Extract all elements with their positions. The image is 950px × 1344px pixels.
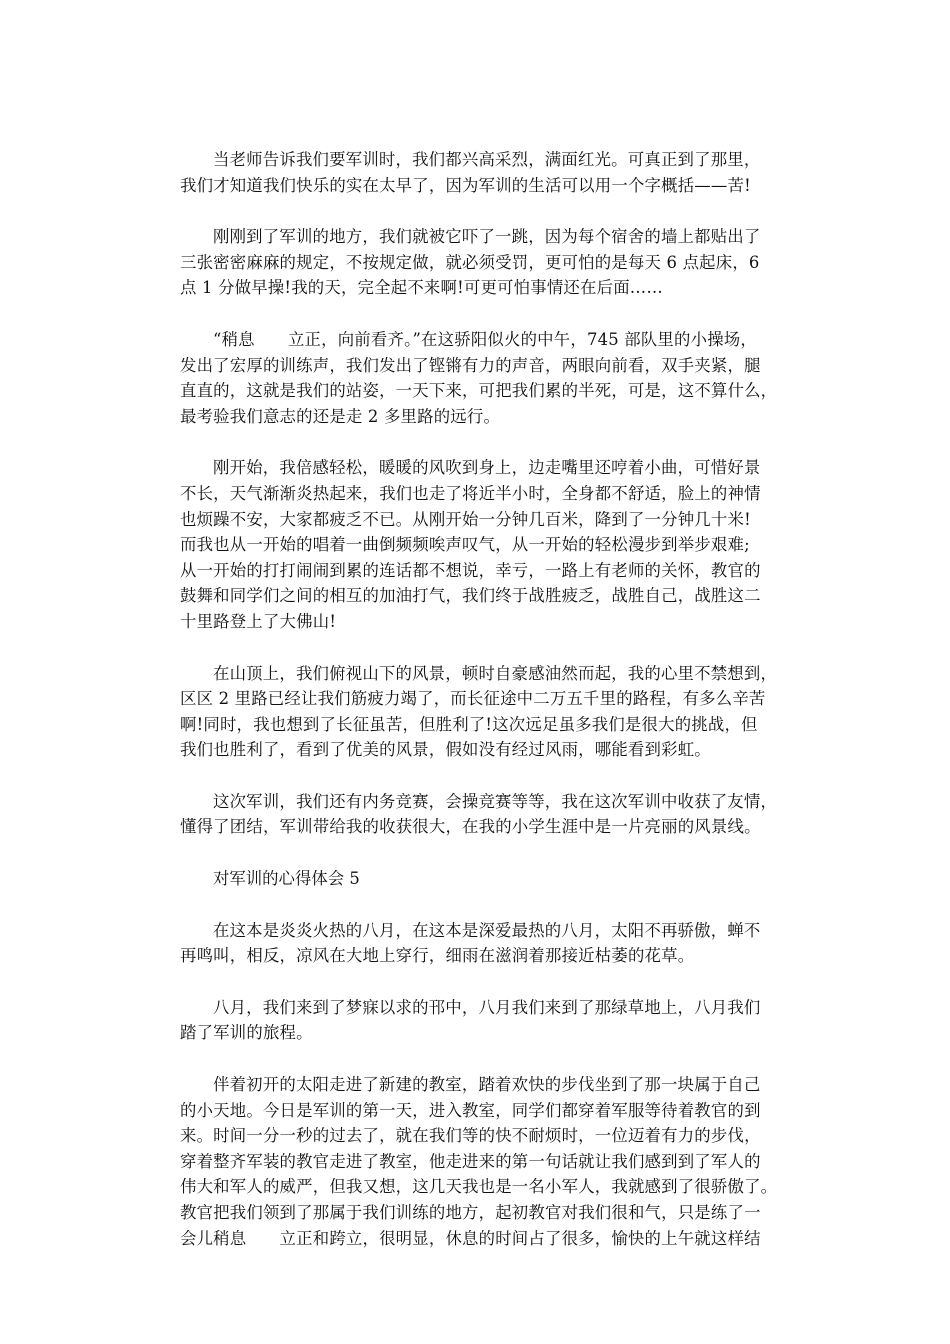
paragraph-7 <box>180 918 780 969</box>
text-line: 刚开始，我倍感轻松，暖暖的风吹到身上，边走嘴里还哼着小曲，可惜好景 <box>213 458 761 478</box>
text-line: 八月，我们来到了梦寐以求的邗中，八月我们来到了那绿草地上，八月我们 <box>213 997 761 1017</box>
paragraph-8 <box>180 995 780 1046</box>
text-line: 也烦躁不安，大家都疲乏不已。从刚开始一分钟几百米，降到了一分钟几十米! <box>180 509 751 529</box>
text-line: 当老师告诉我们要军训时，我们都兴高采烈，满面红光。可真正到了那里， <box>213 150 761 169</box>
section-heading: 对军训的心得体会 5 <box>213 869 360 889</box>
text-line: 鼓舞和同学们之间的相互的加油打气，我们终于战胜疲乏，战胜自己，战胜这二 <box>180 586 761 606</box>
text-line: 懂得了团结，军训带给我的收获很大，在我的小学生涯中是一片亮丽的风景线。 <box>180 817 761 837</box>
paragraph-1 <box>180 147 780 198</box>
text-line: 三张密密麻麻的规定，不按规定做，就必须受罚，更可怕的是每天 6 点起床，6 <box>180 252 760 272</box>
text-line: 来。时间一分一秒的过去了，就在我们等的快不耐烦时，一位迈着有力的步伐， <box>180 1126 761 1146</box>
paragraph-2 <box>180 224 780 301</box>
paragraph-9 <box>180 1072 780 1251</box>
text-line: 区区 2 里路已经让我们筋疲力竭了，而长征途中二万五千里的路程，有多么辛苦 <box>180 689 766 709</box>
text-line: 会儿稍息 立正和跨立，很明显，休息的时间占了很多，愉快的上午就这样结 <box>180 1228 761 1248</box>
text-line: 这次军训，我们还有内务竞赛，会操竞赛等等，我在这次军训中收获了友情， <box>213 791 778 811</box>
document-page <box>180 147 780 1277</box>
paragraph-6 <box>180 789 780 840</box>
paragraph-3 <box>180 327 780 429</box>
text-line: 啊!同时，我也想到了长征虽苦，但胜利了!这次远足虽多我们是很大的挑战，但 <box>180 714 758 734</box>
text-line: 十里路登上了大佛山! <box>180 611 337 631</box>
text-line: 发出了宏厚的训练声，我们发出了铿锵有力的声音，两眼向前看，双手夹紧，腿 <box>180 355 761 375</box>
text-line: 穿着整齐军装的教官走进了教室，他走进来的第一句话就让我们感到到了军人的 <box>180 1151 761 1171</box>
text-line: 不长，天气渐渐炎热起来，我们也走了将近半小时，全身都不舒适，脸上的神情 <box>180 483 761 503</box>
text-line: 再鸣叫，相反，凉风在大地上穿行，细雨在滋润着那接近枯萎的花草。 <box>180 946 695 966</box>
paragraph-5 <box>180 661 780 763</box>
text-line: 教官把我们领到了那属于我们训练的地方，起初教官对我们很和气，只是练了一 <box>180 1203 761 1222</box>
text-line: 伴着初开的太阳走进了新建的教室，踏着欢快的步伐坐到了那一块属于自己 <box>213 1075 761 1095</box>
text-line: “稍息 立正，向前看齐。”在这骄阳似火的中午，745 部队里的小操场， <box>213 329 757 349</box>
text-line: 最考验我们意志的还是走 2 多里路的远行。 <box>180 406 501 426</box>
text-line: 伟大和军人的威严，但我又想，这几天我也是一名小军人，我就感到了很骄傲了。 <box>180 1177 778 1197</box>
text-line: 从一开始的打打闹闹到累的连话都不想说，幸亏，一路上有老师的关怀，教官的 <box>180 560 761 580</box>
text-line: 刚刚到了军训的地方，我们就被它吓了一跳，因为每个宿舍的墙上都贴出了 <box>213 227 761 247</box>
text-line: 的小天地。今日是军训的第一天，进入教室，同学们都穿着军服等待着教官的到 <box>180 1100 761 1120</box>
text-line: 而我也从一开始的唱着一曲倒频频唉声叹气，从一开始的轻松漫步到举步艰难; <box>180 535 750 555</box>
text-line: 踏了军训的旅程。 <box>180 1023 313 1043</box>
paragraph-4 <box>180 455 780 634</box>
text-line: 在山顶上，我们俯视山下的风景，顿时自豪感油然而起，我的心里不禁想到， <box>213 663 778 683</box>
text-line: 点 1 分做早操!我的天，完全起不来啊!可更可怕事情还在后面…… <box>180 278 663 298</box>
text-line: 我们才知道我们快乐的实在太早了，因为军训的生活可以用一个字概括——苦! <box>180 175 751 195</box>
text-line: 在这本是炎炎火热的八月，在这本是深爱最热的八月，太阳不再骄傲，蝉不 <box>213 920 761 940</box>
text-line: 直直的，这就是我们的站姿，一天下来，可把我们累的半死，可是，这不算什么， <box>180 381 778 401</box>
text-line: 我们也胜利了，看到了优美的风景，假如没有经过风雨，哪能看到彩虹。 <box>180 740 711 760</box>
